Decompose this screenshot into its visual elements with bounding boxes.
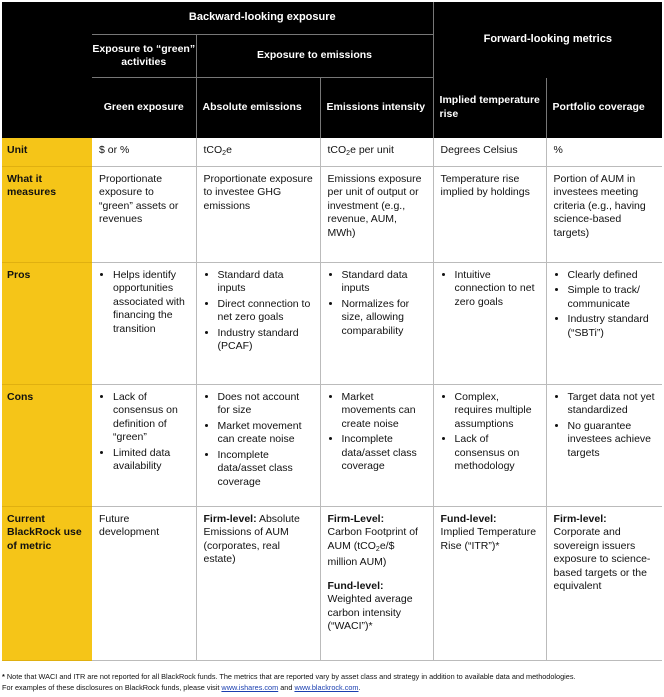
header-green-activities: Exposure to “green” activities: [92, 35, 196, 78]
unit-absolute: tCO$_2$e: [196, 138, 320, 166]
current-intensity: Firm-Level: Carbon Footprint of AUM (tCO$_2$e/$ million AUM) Fund-level: Weighted average carbon intensity (“WACI”)*: [320, 506, 433, 660]
list-item: • Industry standard (PCAF): [218, 327, 314, 354]
cons-row: [2, 384, 662, 506]
measures-coverage: Portion of AUM in investees meeting criteria (e.g., having science-based targets): [546, 166, 662, 262]
list-item: • Lack of consensus on definition of “green”: [113, 391, 190, 445]
measures-green: Proportionate exposure to “green” assets or revenues: [92, 166, 196, 262]
current-use-row: [2, 506, 662, 660]
list-item: • Complex, requires multiple assumptions: [455, 391, 540, 432]
header-backward-looking: Backward-looking exposure: [92, 2, 433, 35]
current-green: Future development: [92, 506, 196, 660]
cons-label: Cons: [2, 384, 92, 506]
list-item: • Lack of consensus on methodology: [455, 433, 540, 474]
unit-coverage: %: [546, 138, 662, 166]
metrics-table-container: [2, 2, 662, 661]
header-row-1: [2, 2, 662, 35]
list-item: • Does not account for size: [218, 391, 314, 418]
unit-row: [2, 138, 662, 166]
current-absolute: Firm-level: Absolute Emissions of AUM (corporates, real estate): [196, 506, 320, 660]
list-item: • Limited data availability: [113, 447, 190, 474]
current-coverage: Firm-level: Corporate and sovereign issuers exposure to science-based targets or the equivalent: [546, 506, 662, 660]
measures-row: [2, 166, 662, 262]
list-item: • Direct connection to net zero goals: [218, 298, 314, 325]
list-item: • Clearly defined: [568, 269, 657, 283]
current-itr: Fund-level: Implied Temperature Rise (“ITR”)*: [433, 506, 546, 660]
measures-absolute: Proportionate exposure to investee GHG emissions: [196, 166, 320, 262]
list-item: • Incomplete data/asset class coverage: [342, 433, 427, 474]
header-forward-looking: Forward-looking metrics: [433, 2, 662, 78]
pros-absolute: [196, 262, 320, 384]
unit-green: $ or %: [92, 138, 196, 166]
list-item: • Incomplete data/asset class coverage: [218, 449, 314, 490]
col-header-absolute-emissions: Absolute emissions: [196, 78, 320, 139]
col-header-portfolio-coverage: Portfolio coverage: [546, 78, 662, 139]
list-item: • No guarantee investees achieve targets: [568, 420, 657, 461]
cons-coverage: [546, 384, 662, 506]
measures-label: What it measures: [2, 166, 92, 262]
measures-intensity: Emissions exposure per unit of output or investment (e.g., revenue, AUM, MWh): [320, 166, 433, 262]
unit-label: Unit: [2, 138, 92, 166]
pros-coverage: [546, 262, 662, 384]
pros-intensity: [320, 262, 433, 384]
list-item: • Normalizes for size, allowing comparability: [342, 298, 427, 339]
list-item: • Market movements can create noise: [342, 391, 427, 432]
blackrock-link[interactable]: www.blackrock.com: [294, 682, 359, 692]
col-header-emissions-intensity: Emissions intensity: [320, 78, 433, 139]
header-exposure-emissions: Exposure to emissions: [196, 35, 433, 78]
cons-green: [92, 384, 196, 506]
pros-row: [2, 262, 662, 384]
pros-green: [92, 262, 196, 384]
list-item: • Intuitive connection to net zero goals: [455, 269, 540, 310]
list-item: • Helps identify opportunities associated with financing the transition: [113, 269, 190, 337]
footnote: [2, 672, 662, 693]
list-item: • Standard data inputs: [218, 269, 314, 296]
unit-intensity: tCO$_2$e per unit: [320, 138, 433, 166]
list-item: • Target data not yet standardized: [568, 391, 657, 418]
footnote-line-2: For examples of these disclosures on BlackRock funds, please visit www.ishares.com and www.blackrock.com.: [2, 682, 361, 692]
cons-intensity: [320, 384, 433, 506]
col-header-green-exposure: Green exposure: [92, 78, 196, 139]
current-use-label: Current BlackRock use of metric: [2, 506, 92, 660]
measures-itr: Temperature rise implied by holdings: [433, 166, 546, 262]
list-item: • Simple to track/ communicate: [568, 284, 657, 311]
footnote-line-1: * Note that WACI and ITR are not reported for all BlackRock funds. The metrics that are reported vary by asset class and strategy in addition to available data and methodologies.: [2, 672, 576, 681]
list-item: • Market movement can create noise: [218, 420, 314, 447]
cons-itr: [433, 384, 546, 506]
cons-absolute: [196, 384, 320, 506]
pros-label: Pros: [2, 262, 92, 384]
ishares-link[interactable]: www.ishares.com: [221, 682, 279, 692]
col-header-implied-temperature-rise: Implied temperature rise: [433, 78, 546, 139]
header-row-3: [2, 78, 662, 139]
pros-itr: [433, 262, 546, 384]
metrics-table: [2, 2, 662, 661]
unit-itr: Degrees Celsius: [433, 138, 546, 166]
header-corner: [2, 2, 92, 138]
list-item: • Standard data inputs: [342, 269, 427, 296]
list-item: • Industry standard (“SBTi”): [568, 313, 657, 340]
